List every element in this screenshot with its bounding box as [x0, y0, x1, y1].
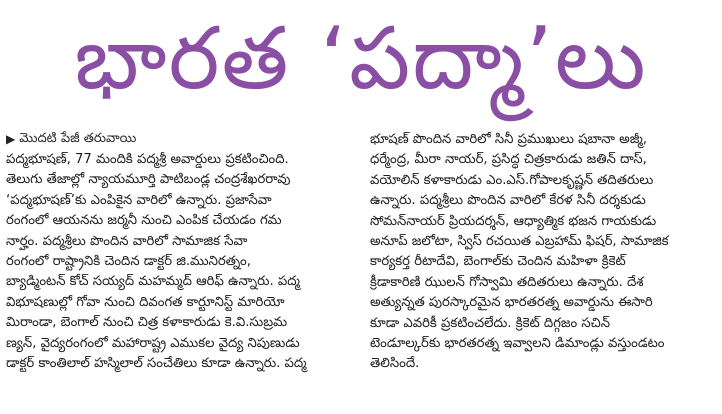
text-line: బ్యాడ్మింటన్ కోచ్ సయ్యద్ మహమ్మద్ ఆరిఫ్ ఉన్నారు. పద్మ	[6, 274, 300, 290]
text-line: ధర్మేంద్ర, మీరా నాయర్, ప్రసిద్ధ చిత్రకారుడు జతిన్ దాస్,	[370, 152, 647, 168]
text-line: రంగంలో రాష్ట్రానికి చెందిన డాక్టర్ జి.మునిరత్నం,	[6, 253, 251, 269]
text-line: వయోలిన్ కళాకారుడు ఎం.ఎస్.గోపాలకృష్ణన్ తదితరులు	[370, 172, 654, 188]
text-line: ‘పద్మభూషణ్’కు ఎంపికైన వారిలో ఉన్నారు. ప్రజాసేవా	[6, 192, 272, 208]
text-line: మిరాండా, బెంగాల్ నుంచి చిత్ర కళాకారుడు కె.వి.సుబ్రమ	[6, 315, 288, 331]
text-line: అనూప్ జలోటా, స్విస్ రచయిత ఎబ్రహామ్ ఫిషర్, సామాజిక	[370, 233, 669, 249]
text-line: డాక్టర్ కాంతిలాల్ హస్మిలాల్ సంచేతిలు కూడా ఉన్నారు. పద్మ	[6, 355, 307, 371]
text-line: రంగంలో ఆయనను జర్మనీ నుంచి ఎంపిక చేయడం గమ	[6, 213, 282, 229]
text-line: తెలుగు తేజాల్లో న్యాయమూర్తి పాటిబండ్ల చంద్రశేఖరరావు	[6, 172, 291, 188]
headline-title: భారత ‘పద్మా’లు	[74, 9, 648, 109]
text-line: ణ్యన్, వైద్యరంగంలో మహారాష్ట్ర ఎముకల వైద్య నిపుణుడు	[6, 335, 300, 351]
text-line: క్రీడాకారిణి ఝులన్ గోస్వామి తదితరులు ఉన్నారు. దేశ	[370, 274, 644, 290]
text-line: కార్యకర్త రీటాదేవి, బెంగాల్‌కు చెందిన మహిళా క్రికెట్	[370, 254, 626, 270]
text-line: భూషణ్ పొందిన వారిలో సినీ ప్రముఖులు షబానా అజ్మీ,	[370, 132, 647, 147]
text-line: టెండూల్కర్‌కు భారతరత్న ఇవ్వాలని డిమాండ్లు వస్తుండటం	[370, 335, 665, 351]
text-line: అత్యున్నత పురస్కారమైన భారతరత్న అవార్డును ఈసారి	[370, 295, 653, 311]
text-line: విభూషణుల్లో గోవా నుంచి దివంగత కార్టూనిస్ట్ మారియో	[6, 294, 285, 310]
headline-banner	[0, 0, 722, 118]
article-right-column	[370, 130, 716, 375]
text-line: పద్మభూషణ్, 77 మందికి పద్మశ్రీ అవార్డులు ప్రకటించింది.	[6, 152, 289, 167]
text-line: ఉన్నారు. పద్మశ్రీలు పొందిన వారిలో కేరళ సినీ దర్శకుడు	[370, 193, 646, 209]
triangle-arrow-icon: ▶	[6, 132, 16, 146]
text-line: సోమన్‌నాయర్ ప్రియదర్శన్, ఆధ్యాత్మిక భజన గాయకుడు	[370, 213, 657, 229]
kicker-label: మొదటి పేజీ తరువాయి	[19, 131, 137, 146]
article-left-column	[6, 150, 358, 374]
text-line: తెలిసిందే.	[370, 356, 420, 372]
text-line: కూడా ఎవరికీ ప్రకటించలేదు. క్రికెట్ దిగ్గజం సచిన్	[370, 315, 611, 331]
continuation-kicker	[6, 130, 136, 148]
text-line: నార్హం. పద్మశ్రీలు పొందిన వారిలో సామాజిక సేవా	[6, 233, 248, 249]
